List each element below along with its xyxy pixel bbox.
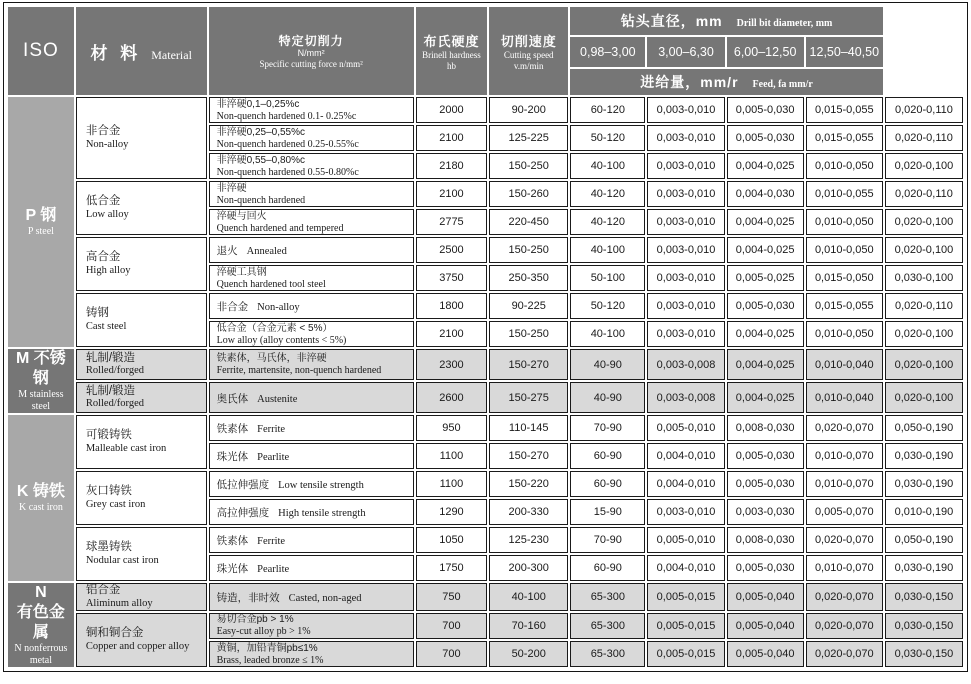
speed-value: 40-100	[570, 237, 645, 263]
material-type-en: Non-quench hardened 0.25-0.55%c	[216, 138, 359, 150]
feed-value-3: 0,020-0,070	[806, 415, 883, 441]
feed-value-1: 0,003-0,010	[647, 265, 724, 291]
material-group-cell	[76, 237, 207, 291]
speed-value: 60-90	[570, 443, 645, 469]
feed-value-3: 0,020-0,070	[806, 583, 883, 611]
feed-value-1: 0,003-0,010	[647, 181, 724, 207]
feed-value-1: 0,004-0,010	[647, 555, 724, 581]
hardness-value: 40-100	[489, 583, 568, 611]
feed-value-3: 0,010-0,050	[806, 321, 883, 347]
hardness-value: 110-145	[489, 415, 568, 441]
header-feed	[570, 69, 883, 95]
material-type-zh: 黄铜，加铅青铜pb≤1%	[216, 642, 318, 654]
header-drill-diameter-en: Drill bit diameter, mm	[736, 18, 833, 29]
iso-section-K	[8, 415, 74, 581]
speed-value: 65-300	[570, 613, 645, 639]
header-cutting-force-zh: 特定切削力	[278, 34, 344, 49]
material-group-zh: 轧制/锻造	[85, 384, 136, 397]
speed-value: 40-90	[570, 349, 645, 380]
material-type-cell	[209, 499, 414, 525]
material-group-zh: 铸钢	[85, 307, 109, 320]
material-group-zh: 球墨铸铁	[85, 541, 132, 554]
header-speed-zh: 切削速度	[500, 34, 557, 50]
feed-value-4: 0,030-0,150	[885, 613, 963, 639]
iso-section-N	[8, 583, 74, 667]
feed-value-2: 0,005-0,030	[727, 443, 804, 469]
material-type-zh: 淬硬与回火	[216, 210, 267, 222]
feed-value-4: 0,030-0,100	[885, 265, 963, 291]
material-type-en: Low alloy (alloy contents < 5%)	[216, 334, 347, 346]
feed-value-3: 0,015-0,050	[806, 265, 883, 291]
table-row	[8, 382, 963, 413]
hardness-value: 125-225	[489, 125, 568, 151]
feed-value-4: 0,020-0,100	[885, 153, 963, 179]
material-type-zh: 退火	[216, 245, 238, 257]
feed-value-4: 0,020-0,100	[885, 321, 963, 347]
feed-value-1: 0,003-0,010	[647, 153, 724, 179]
material-type-en: Casted, non-aged	[288, 592, 362, 604]
speed-value: 60-90	[570, 471, 645, 497]
header-range-4: 12,50–40,50	[806, 37, 883, 67]
material-type-cell	[209, 265, 414, 291]
speed-value: 70-90	[570, 527, 645, 553]
material-type-en: Easy-cut alloy pb > 1%	[216, 626, 311, 638]
material-group-cell	[76, 583, 207, 611]
hardness-value: 250-350	[489, 265, 568, 291]
material-type-cell	[209, 583, 414, 611]
material-type-cell	[209, 415, 414, 441]
header-cutting-force-en: Specific cutting force n/mm²	[259, 59, 363, 70]
header-feed-zh: 进给量，mm/r	[640, 74, 739, 90]
material-type-en: Quench hardened and tempered	[216, 222, 344, 234]
feed-value-1: 0,003-0,008	[647, 349, 724, 380]
iso-section-title: N	[35, 584, 47, 601]
table-row	[8, 583, 963, 611]
material-type-zh: 低拉伸强度	[216, 479, 270, 491]
table-row	[8, 613, 963, 639]
feed-value-1: 0,005-0,015	[647, 583, 724, 611]
feed-value-1: 0,003-0,010	[647, 499, 724, 525]
feed-value-4: 0,020-0,110	[885, 181, 963, 207]
material-group-zh: 灰口铸铁	[85, 485, 132, 498]
hardness-value: 90-200	[489, 97, 568, 123]
material-type-cell	[209, 527, 414, 553]
material-group-cell	[76, 527, 207, 581]
material-type-cell	[209, 382, 414, 413]
cutting-force-value: 2100	[416, 321, 487, 347]
header-cutting-force	[209, 7, 414, 95]
material-group-en: Copper and copper alloy	[85, 640, 190, 652]
cutting-force-value: 2775	[416, 209, 487, 235]
iso-section-subtitle: N nonferrous metal	[14, 643, 68, 666]
hardness-value: 220-450	[489, 209, 568, 235]
material-type-en: Low tensile strength	[278, 480, 364, 491]
speed-value: 65-300	[570, 583, 645, 611]
material-type-cell	[209, 613, 414, 639]
material-group-en: Rolled/forged	[85, 398, 144, 410]
table-row	[8, 527, 963, 553]
hardness-value: 150-250	[489, 237, 568, 263]
material-type-en: Non-quench hardened 0.55-0.80%c	[216, 166, 359, 178]
material-group-en: Rolled/forged	[85, 365, 144, 377]
material-type-zh: 易切合金pb > 1%	[216, 614, 294, 626]
material-type-zh: 非淬硬0,55–0,80%c	[216, 154, 305, 166]
material-type-cell	[209, 237, 414, 263]
feed-value-3: 0,015-0,055	[806, 293, 883, 319]
feed-value-2: 0,004-0,025	[727, 237, 804, 263]
feed-value-2: 0,005-0,040	[727, 613, 804, 639]
table-row	[8, 181, 963, 207]
feed-value-4: 0,030-0,190	[885, 471, 963, 497]
material-type-zh: 铁素体	[216, 535, 249, 547]
material-group-en: High alloy	[85, 264, 131, 276]
cutting-force-value: 700	[416, 641, 487, 667]
header-drill-diameter	[570, 7, 883, 35]
header-range-2: 3,00–6,30	[647, 37, 724, 67]
iso-section-title: P 钢	[25, 207, 57, 224]
hardness-value: 200-300	[489, 555, 568, 581]
material-type-en: Austenite	[257, 393, 298, 405]
hardness-value: 150-260	[489, 181, 568, 207]
feed-value-3: 0,015-0,055	[806, 125, 883, 151]
iso-section-subtitle: P steel	[27, 226, 54, 237]
material-type-en: Ferrite	[257, 424, 286, 435]
header-drill-diameter-zh: 钻头直径，mm	[620, 13, 723, 29]
material-group-zh: 高合金	[85, 251, 121, 264]
feed-value-1: 0,004-0,010	[647, 471, 724, 497]
cutting-force-value: 2600	[416, 382, 487, 413]
feed-value-3: 0,005-0,070	[806, 499, 883, 525]
material-type-en: Pearlite	[257, 564, 290, 575]
material-type-zh: 淬硬工具钢	[216, 266, 267, 278]
material-group-cell	[76, 97, 207, 179]
material-type-cell	[209, 471, 414, 497]
feed-value-4: 0,030-0,150	[885, 583, 963, 611]
hardness-value: 90-225	[489, 293, 568, 319]
material-type-cell	[209, 125, 414, 151]
material-type-cell	[209, 641, 414, 667]
material-group-en: Grey cast iron	[85, 498, 146, 510]
feed-value-4: 0,020-0,110	[885, 293, 963, 319]
material-type-zh: 铸造，非时效	[216, 591, 280, 604]
feed-value-3: 0,015-0,055	[806, 97, 883, 123]
material-group-en: Non-alloy	[85, 138, 129, 150]
speed-value: 50-100	[570, 265, 645, 291]
iso-section-P	[8, 97, 74, 347]
material-type-zh: 铁素体	[216, 423, 249, 435]
speed-value: 50-120	[570, 125, 645, 151]
feed-value-2: 0,004-0,025	[727, 382, 804, 413]
hardness-value: 150-250	[489, 153, 568, 179]
cutting-force-value: 950	[416, 415, 487, 441]
header-range-1: 0,98–3,00	[570, 37, 645, 67]
material-type-zh: 高拉伸强度	[216, 507, 270, 519]
table-row	[8, 237, 963, 263]
speed-value: 50-120	[570, 293, 645, 319]
material-type-en: Non-quench hardened	[216, 194, 306, 206]
table-frame	[3, 2, 968, 672]
feed-value-2: 0,008-0,030	[727, 415, 804, 441]
material-group-en: Nodular cast iron	[85, 554, 159, 566]
cutting-force-value: 3750	[416, 265, 487, 291]
material-group-cell	[76, 471, 207, 525]
header-material-zh: 材 料	[90, 43, 142, 63]
feed-value-1: 0,003-0,010	[647, 125, 724, 151]
feed-value-4: 0,010-0,190	[885, 499, 963, 525]
feed-value-1: 0,003-0,008	[647, 382, 724, 413]
table-row	[8, 471, 963, 497]
hardness-value: 150-270	[489, 349, 568, 380]
feed-value-3: 0,010-0,050	[806, 237, 883, 263]
material-group-cell	[76, 181, 207, 235]
material-group-en: Low alloy	[85, 208, 129, 220]
feed-value-3: 0,010-0,070	[806, 555, 883, 581]
feed-value-4: 0,030-0,190	[885, 443, 963, 469]
feed-value-2: 0,005-0,040	[727, 641, 804, 667]
feed-value-3: 0,010-0,040	[806, 382, 883, 413]
header-material-en: Material	[151, 47, 192, 62]
material-type-zh: 非淬硬0,25–0,55%c	[216, 126, 305, 138]
header-feed-en: Feed, fa mm/r	[752, 79, 813, 90]
feed-value-2: 0,004-0,025	[727, 153, 804, 179]
header-speed-en: Cutting speed v.m/min	[503, 50, 554, 71]
material-type-cell	[209, 97, 414, 123]
material-group-cell	[76, 349, 207, 380]
cutting-force-value: 2500	[416, 237, 487, 263]
cutting-force-value: 1100	[416, 471, 487, 497]
material-group-cell	[76, 293, 207, 347]
material-type-en: Ferrite, martensite, non-quench hardened	[216, 365, 382, 376]
material-type-cell	[209, 153, 414, 179]
header-hardness-zh: 布氏硬度	[423, 34, 480, 50]
feed-value-2: 0,005-0,030	[727, 293, 804, 319]
feed-value-3: 0,020-0,070	[806, 527, 883, 553]
feed-value-2: 0,004-0,025	[727, 349, 804, 380]
feed-value-3: 0,010-0,055	[806, 181, 883, 207]
feed-value-2: 0,005-0,025	[727, 265, 804, 291]
cutting-force-value: 2000	[416, 97, 487, 123]
feed-value-1: 0,005-0,015	[647, 613, 724, 639]
cutting-force-value: 1750	[416, 555, 487, 581]
feed-value-3: 0,010-0,070	[806, 443, 883, 469]
feed-value-4: 0,050-0,190	[885, 415, 963, 441]
hardness-value: 150-220	[489, 471, 568, 497]
hardness-value: 200-330	[489, 499, 568, 525]
cutting-force-value: 2100	[416, 125, 487, 151]
feed-value-2: 0,004-0,030	[727, 181, 804, 207]
cutting-force-value: 1050	[416, 527, 487, 553]
feed-value-2: 0,005-0,040	[727, 583, 804, 611]
feed-value-3: 0,010-0,040	[806, 349, 883, 380]
hardness-value: 150-275	[489, 382, 568, 413]
feed-value-2: 0,004-0,025	[727, 209, 804, 235]
material-type-cell	[209, 443, 414, 469]
table-header	[8, 7, 963, 95]
material-type-zh: 铁素体，马氏体，非淬硬	[216, 353, 327, 364]
speed-value: 40-120	[570, 209, 645, 235]
speed-value: 65-300	[570, 641, 645, 667]
material-type-zh: 珠光体	[216, 563, 249, 575]
table-row	[8, 293, 963, 319]
hardness-value: 70-160	[489, 613, 568, 639]
material-group-en: Malleable cast iron	[85, 442, 167, 454]
material-type-cell	[209, 555, 414, 581]
feed-value-1: 0,003-0,010	[647, 237, 724, 263]
material-type-zh: 珠光体	[216, 451, 249, 463]
feed-value-1: 0,003-0,010	[647, 97, 724, 123]
feed-value-1: 0,003-0,010	[647, 209, 724, 235]
speed-value: 40-100	[570, 321, 645, 347]
header-speed	[489, 7, 568, 95]
material-group-cell	[76, 613, 207, 667]
material-group-zh: 轧制/锻造	[85, 351, 136, 364]
feed-value-2: 0,003-0,030	[727, 499, 804, 525]
speed-value: 60-90	[570, 555, 645, 581]
speed-value: 60-120	[570, 97, 645, 123]
material-group-zh: 非合金	[85, 125, 121, 138]
feed-value-4: 0,020-0,110	[885, 125, 963, 151]
hardness-value: 150-270	[489, 443, 568, 469]
feed-value-1: 0,005-0,010	[647, 527, 724, 553]
feed-value-1: 0,003-0,010	[647, 293, 724, 319]
feed-value-2: 0,004-0,025	[727, 321, 804, 347]
material-type-cell	[209, 321, 414, 347]
material-group-zh: 可锻铸铁	[85, 429, 132, 442]
material-type-en: Quench hardened tool steel	[216, 278, 326, 290]
cutting-force-value: 700	[416, 613, 487, 639]
material-type-zh: 奥氏体	[216, 392, 249, 405]
material-group-zh: 铝合金	[85, 584, 121, 596]
feed-value-4: 0,020-0,110	[885, 97, 963, 123]
cutting-force-value: 750	[416, 583, 487, 611]
cutting-force-value: 1290	[416, 499, 487, 525]
speed-value: 15-90	[570, 499, 645, 525]
material-type-en: Pearlite	[257, 452, 290, 463]
material-group-zh: 铜和铜合金	[85, 627, 144, 639]
iso-section-title: M 不锈钢	[16, 350, 66, 387]
feed-value-2: 0,005-0,030	[727, 97, 804, 123]
material-group-cell	[76, 382, 207, 413]
feed-value-4: 0,020-0,100	[885, 382, 963, 413]
material-type-zh: 非淬硬0,1–0,25%c	[216, 98, 300, 110]
feed-value-2: 0,005-0,030	[727, 471, 804, 497]
table-row	[8, 415, 963, 441]
cutting-force-value: 1800	[416, 293, 487, 319]
feed-value-2: 0,005-0,030	[727, 125, 804, 151]
cutting-force-value: 2300	[416, 349, 487, 380]
header-material	[76, 7, 207, 95]
iso-section-title: K 铸铁	[16, 483, 65, 500]
header-hardness	[416, 7, 487, 95]
material-group-en: Aliminum alloy	[85, 597, 153, 609]
feed-value-2: 0,008-0,030	[727, 527, 804, 553]
feed-value-4: 0,030-0,150	[885, 641, 963, 667]
feed-value-4: 0,020-0,100	[885, 349, 963, 380]
header-cutting-force-unit: N/mm²	[297, 48, 325, 59]
speed-value: 70-90	[570, 415, 645, 441]
feed-value-3: 0,010-0,050	[806, 153, 883, 179]
iso-section-title: 有色金属	[16, 604, 65, 641]
material-type-cell	[209, 181, 414, 207]
hardness-value: 125-230	[489, 527, 568, 553]
feed-value-3: 0,020-0,070	[806, 613, 883, 639]
feed-value-4: 0,030-0,190	[885, 555, 963, 581]
cutting-force-value: 1100	[416, 443, 487, 469]
feed-value-1: 0,004-0,010	[647, 443, 724, 469]
cutting-force-value: 2180	[416, 153, 487, 179]
feed-value-1: 0,005-0,015	[647, 641, 724, 667]
feed-value-1: 0,005-0,010	[647, 415, 724, 441]
material-type-cell	[209, 293, 414, 319]
material-group-cell	[76, 415, 207, 469]
feed-value-4: 0,050-0,190	[885, 527, 963, 553]
material-type-zh: 非合金	[216, 301, 249, 313]
cutting-parameters-table	[6, 5, 965, 669]
table-row	[8, 97, 963, 123]
material-type-zh: 低合金（合金元素 < 5%）	[216, 322, 333, 334]
table-body	[8, 97, 963, 667]
material-type-en: Brass, leaded bronze ≤ 1%	[216, 654, 324, 666]
material-type-en: Ferrite	[257, 536, 286, 547]
iso-section-subtitle: M stainless steel	[18, 389, 64, 412]
speed-value: 40-100	[570, 153, 645, 179]
feed-value-1: 0,003-0,010	[647, 321, 724, 347]
material-type-zh: 非淬硬	[216, 182, 247, 194]
hardness-value: 150-250	[489, 321, 568, 347]
feed-value-2: 0,005-0,030	[727, 555, 804, 581]
material-type-cell	[209, 349, 414, 380]
header-iso: ISO	[8, 7, 74, 95]
table-row	[8, 349, 963, 380]
header-range-3: 6,00–12,50	[727, 37, 804, 67]
material-group-zh: 低合金	[85, 195, 121, 208]
material-type-en: Non-alloy	[257, 302, 300, 313]
header-hardness-en: Brinell hardness hb	[422, 50, 481, 71]
feed-value-4: 0,020-0,100	[885, 237, 963, 263]
material-type-en: High tensile strength	[278, 508, 366, 519]
material-type-cell	[209, 209, 414, 235]
speed-value: 40-120	[570, 181, 645, 207]
iso-section-subtitle: K cast iron	[18, 502, 63, 513]
material-type-en: Non-quench hardened 0.1- 0.25%c	[216, 110, 357, 122]
material-group-en: Cast steel	[85, 320, 127, 332]
speed-value: 40-90	[570, 382, 645, 413]
feed-value-3: 0,010-0,050	[806, 209, 883, 235]
feed-value-3: 0,020-0,070	[806, 641, 883, 667]
hardness-value: 50-200	[489, 641, 568, 667]
feed-value-3: 0,010-0,070	[806, 471, 883, 497]
iso-section-M	[8, 349, 74, 413]
cutting-force-value: 2100	[416, 181, 487, 207]
header-row-top	[8, 7, 963, 35]
material-type-en: Annealed	[246, 246, 287, 257]
feed-value-4: 0,020-0,100	[885, 209, 963, 235]
